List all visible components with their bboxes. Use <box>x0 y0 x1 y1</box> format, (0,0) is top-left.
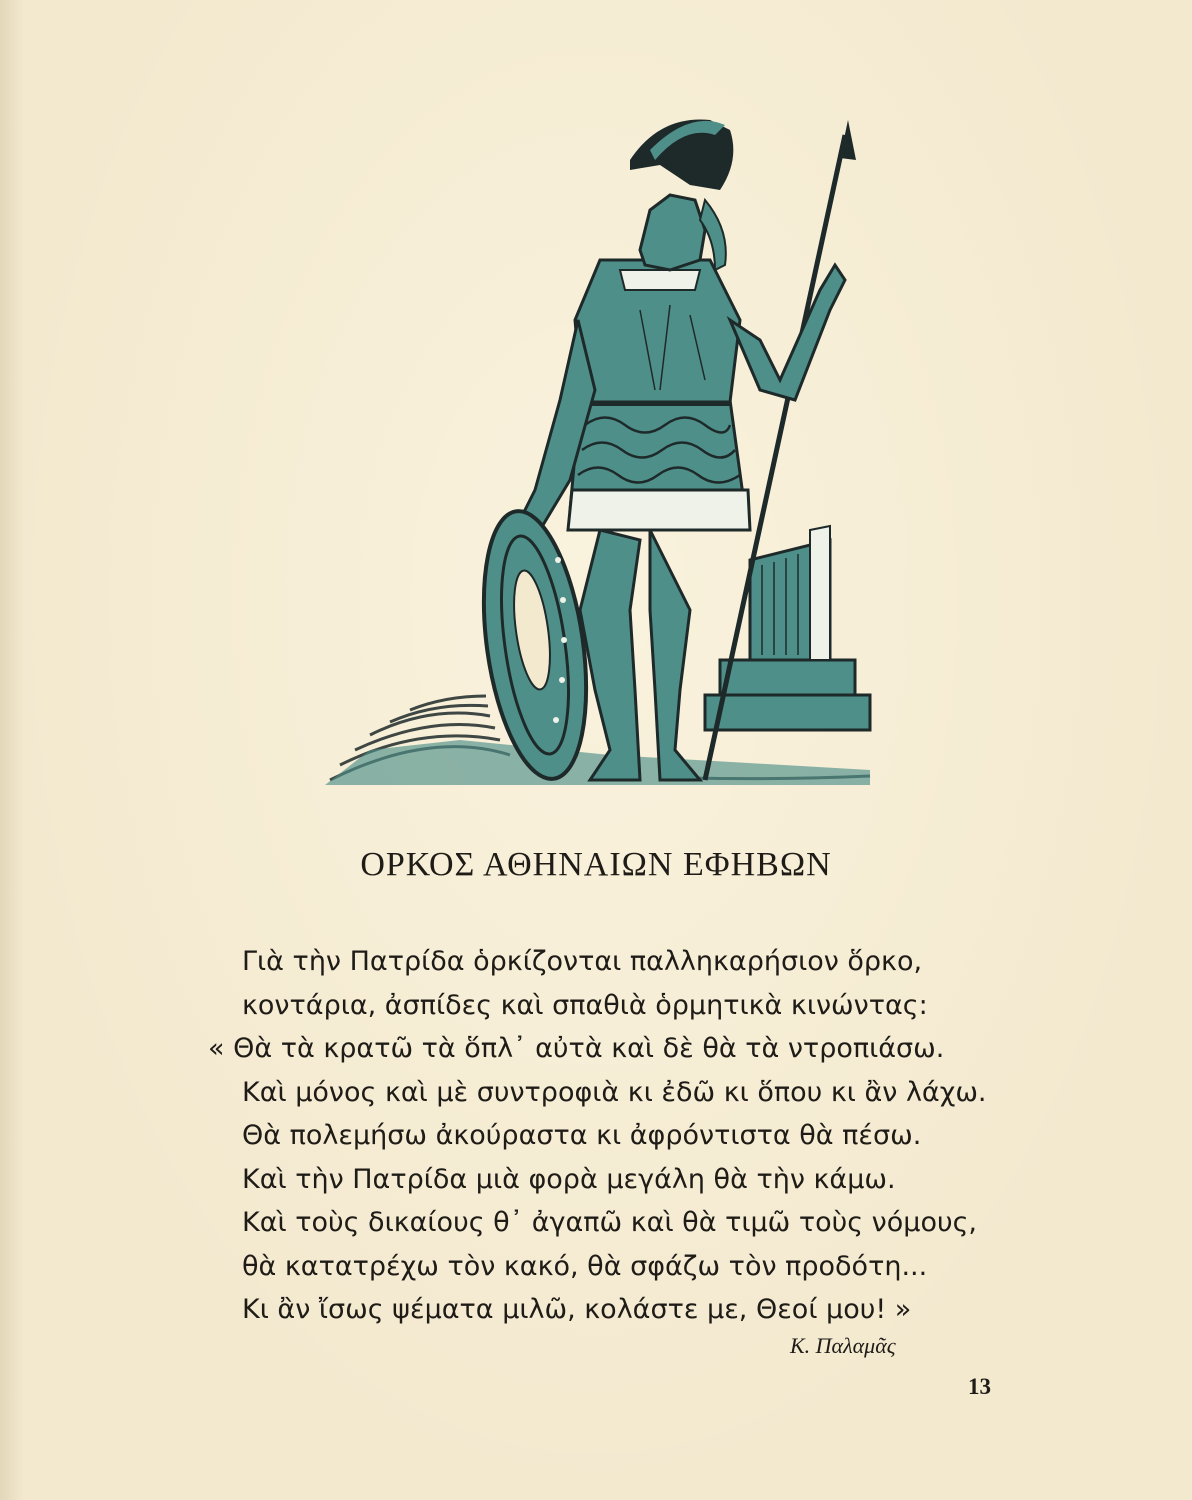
author-signature: Κ. Παλαμᾶς <box>790 1333 896 1358</box>
poem-line: Καὶ τὴν Πατρίδα μιὰ φορὰ μεγάλη θὰ τὴν κάμω. <box>242 1163 896 1195</box>
page-title: ΟΡΚΟΣ ΑΘΗΝΑΙΩΝ ΕΦΗΒΩΝ <box>360 846 832 883</box>
poem <box>208 940 1008 1332</box>
poem-line: « Θὰ τὰ κρατῶ τὰ ὅπλ᾿ αὐτὰ καὶ δὲ θὰ τὰ ντροπιάσω. <box>208 1033 945 1064</box>
poem-line: κοντάρια, ἀσπίδες καὶ σπαθιὰ ὁρμητικὰ κινώντας: <box>242 989 928 1021</box>
poem-line: Καὶ μόνος καὶ μὲ συντροφιὰ κι ἐδῶ κι ὅπου κι ἂν λάχω. <box>242 1076 987 1108</box>
poem-line: Γιὰ τὴν Πατρίδα ὁρκίζονται παλληκαρήσιον ὅρκο, <box>242 946 923 977</box>
poem-line: Θὰ πολεμήσω ἀκούραστα κι ἀφρόντιστα θὰ πέσω. <box>242 1120 922 1151</box>
legs <box>580 530 700 780</box>
armor-skirt <box>568 400 750 530</box>
helmet-icon <box>630 120 733 271</box>
broken-column-icon <box>705 526 870 730</box>
poem-line: Καὶ τοὺς δικαίους θ᾿ ἀγαπῶ καὶ θὰ τιμῶ τοὺς νόμους, <box>242 1207 978 1238</box>
poem-line: Κι ἂν ἴσως ψέματα μιλῶ, κολάστε με, Θεοί μου! » <box>242 1294 912 1325</box>
torso <box>575 260 740 402</box>
hoplite-illustration <box>310 90 890 790</box>
poem-line: θὰ κατατρέχω τὸν κακό, θὰ σφάζω τὸν προδότη... <box>242 1250 928 1282</box>
page-number: 13 <box>968 1374 991 1399</box>
